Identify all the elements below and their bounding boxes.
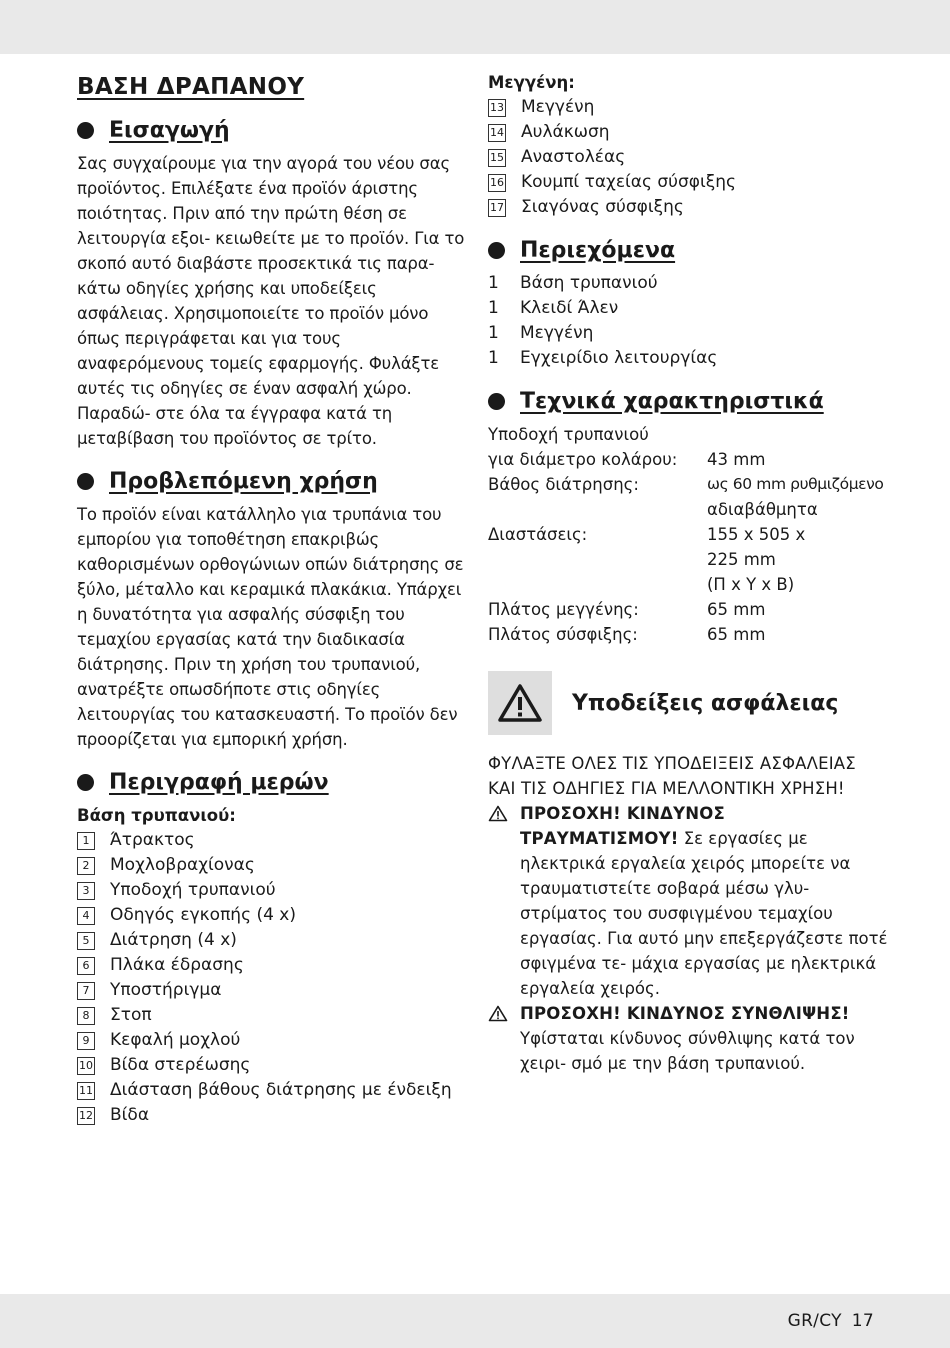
part-number: 3	[77, 882, 95, 900]
spec-key: Πλάτος μεγγένης:	[488, 600, 639, 619]
spec-key	[488, 547, 707, 572]
warning-icon	[488, 801, 520, 1001]
top-bar	[0, 0, 950, 54]
part-label: Κουμπί ταχείας σύσφιξης	[521, 172, 736, 192]
part-label: Πλάκα έδρασης	[110, 955, 244, 975]
contents-label: Εγχειρίδιο λειτουργίας	[520, 348, 718, 368]
contents-list	[488, 271, 888, 371]
part-label: Σιαγόνας σύσφιξης	[521, 197, 684, 217]
part-item	[488, 145, 888, 170]
spec-row	[488, 422, 883, 447]
part-label: Διάσταση βάθους διάτρησης με ένδειξη	[110, 1080, 452, 1100]
bullet-icon	[488, 242, 505, 259]
contents-item	[488, 296, 888, 321]
contents-qty: 1	[488, 348, 499, 368]
intro-section	[77, 118, 467, 451]
spec-key	[488, 497, 707, 522]
spec-key: Διαστάσεις:	[488, 525, 588, 544]
spec-row	[488, 547, 883, 572]
part-number: 16	[488, 174, 506, 192]
safety-header	[488, 671, 888, 735]
spec-value: 225 mm	[707, 550, 776, 569]
injury-warning	[488, 801, 888, 1001]
contents-qty: 1	[488, 298, 499, 318]
contents-label: Βάση τρυπανιού	[520, 273, 658, 293]
part-label: Υποστήριγμα	[110, 980, 222, 1000]
safety-heading: Υποδείξεις ασφάλειας	[572, 690, 839, 716]
part-item	[77, 1028, 467, 1053]
intended-use-section	[77, 469, 467, 752]
bullet-icon	[77, 473, 94, 490]
spec-row	[488, 522, 883, 547]
spec-value: 43 mm	[707, 450, 766, 469]
part-item	[488, 120, 888, 145]
contents-label: Μεγγένη	[520, 323, 594, 343]
part-item	[77, 928, 467, 953]
crush-warning-text: Υφίσταται κίνδυνος σύνθλιψης κατά τον χειρι- σμό με την βάση τρυπανιού.	[520, 1029, 855, 1073]
spec-value: ως 60 mm ρυθμιζόμενο	[707, 475, 884, 493]
base-parts-label: Βάση τρυπανιού:	[77, 806, 236, 825]
parts-heading: Περιγραφή μερών	[77, 770, 467, 795]
parts-section	[77, 770, 467, 1128]
bullet-icon	[77, 774, 94, 791]
part-item	[488, 170, 888, 195]
intro-heading: Εισαγωγή	[77, 118, 467, 143]
spec-key: Υποδοχή τρυπανιού	[488, 425, 649, 444]
spec-key	[488, 572, 707, 597]
part-number: 1	[77, 832, 95, 850]
part-item	[77, 1103, 467, 1128]
part-item	[77, 1053, 467, 1078]
specs-section	[488, 389, 888, 647]
vise-parts-label: Μεγγένη:	[488, 73, 575, 92]
part-label: Αυλάκωση	[521, 122, 610, 142]
part-label: Διάτρηση (4 x)	[110, 930, 237, 950]
contents-qty: 1	[488, 273, 499, 293]
part-label: Μοχλοβραχίονας	[110, 855, 255, 875]
part-label: Άτρακτος	[110, 830, 195, 850]
part-number: 4	[77, 907, 95, 925]
part-number: 13	[488, 99, 506, 117]
part-number: 15	[488, 149, 506, 167]
part-number: 11	[77, 1082, 95, 1100]
part-item	[77, 828, 467, 853]
part-item	[488, 95, 888, 120]
spec-row	[488, 622, 883, 647]
part-number: 10	[77, 1057, 95, 1075]
warning-triangle-icon	[488, 671, 552, 735]
contents-qty: 1	[488, 323, 499, 343]
footer-region: GR/CY	[787, 1311, 842, 1331]
spec-value: (Π x Υ x Β)	[707, 575, 795, 594]
part-item	[77, 1078, 467, 1103]
contents-item	[488, 271, 888, 296]
part-number: 17	[488, 199, 506, 217]
part-number: 9	[77, 1032, 95, 1050]
part-label: Οδηγός εγκοπής (4 x)	[110, 905, 297, 925]
right-column	[488, 70, 888, 1076]
part-label: Αναστολέας	[521, 147, 626, 167]
vise-parts-list	[488, 95, 888, 220]
bullet-icon	[488, 393, 505, 410]
spec-value: 65 mm	[707, 600, 766, 619]
spec-key: για διάμετρο κολάρου:	[488, 450, 678, 469]
warning-icon	[488, 1001, 520, 1076]
part-item	[77, 953, 467, 978]
part-label: Βίδα	[110, 1105, 150, 1125]
vise-parts	[488, 70, 888, 220]
part-label: Κεφαλή μοχλού	[110, 1030, 241, 1050]
part-number: 2	[77, 857, 95, 875]
spec-key: Βάθος διάτρησης:	[488, 475, 639, 494]
spec-key: Πλάτος σύσφιξης:	[488, 625, 638, 644]
part-item	[77, 853, 467, 878]
part-item	[77, 903, 467, 928]
spec-value: αδιαβάθμητα	[707, 500, 818, 519]
left-column	[77, 70, 467, 1146]
spec-row	[488, 597, 883, 622]
spec-row	[488, 497, 883, 522]
page-title: ΒΑΣΗ ΔΡΑΠΑΝΟΥ	[77, 74, 305, 100]
part-item	[77, 978, 467, 1003]
intended-use-text: Το προϊόν είναι κατάλληλο για τρυπάνια του εμπορίου για τοποθέτηση επακριβώς καθορισμένων ορθογώνιων οπών διάτρησης σε ξύλο, μέταλλο και κεραμικά πλακάκια. Υπάρχει η δυνατότητα για ασφαλής σύσφιξη του τεμαχίου εργασίας κατά την διαδικασία διάτρησης. Πριν τη χρήση του τρυπανιού, ανατρέξτε οπωσδήποτε στις οδηγίες λειτουργίας του κατασκευαστή. Το προϊόν δεν προορίζεται για εμπορική χρήση.	[77, 505, 464, 749]
part-label: Υποδοχή τρυπανιού	[110, 880, 276, 900]
part-number: 12	[77, 1107, 95, 1125]
contents-item	[488, 321, 888, 346]
intro-text: Σας συγχαίρουμε για την αγορά του νέου σας προϊόντος. Επιλέξατε ένα προϊόν άριστης ποιότητας. Πριν από την πρώτη θέση σε λειτουργία εξοι- κειωθείτε με το προϊόν. Για το σκοπό αυτό διαβάστε προσεκτικά τις παρα- κάτω οδηγίες χρήσης και υποδείξεις ασφάλειας. Χρησιμοποιείτε το προϊόν μόνο όπως περιγράφεται και για τους αναφερόμενους τομείς εφαρμογής. Φυλάξτε αυτές τις οδηγίες σε έναν ασφαλή χώρο. Παραδώ- στε όλα τα έγγραφα κατά τη μεταβίβαση του προϊόντος σε τρίτο.	[77, 154, 465, 448]
contents-heading: Περιεχόμενα	[488, 238, 888, 263]
base-parts-list	[77, 828, 467, 1128]
specs-table	[488, 422, 883, 647]
injury-warning-title: ΠΡΟΣΟΧΗ! ΚΙΝΔΥΝΟΣ ΤΡΑΥΜΑΤΙΣΜΟΥ!	[520, 804, 725, 848]
specs-heading: Τεχνικά χαρακτηριστικά	[488, 389, 888, 414]
part-item	[77, 1003, 467, 1028]
spec-row	[488, 572, 883, 597]
intended-use-heading: Προβλεπόμενη χρήση	[77, 469, 467, 494]
part-number: 6	[77, 957, 95, 975]
part-number: 14	[488, 124, 506, 142]
contents-label: Κλειδί Άλεν	[520, 298, 619, 318]
part-item	[488, 195, 888, 220]
spec-row	[488, 472, 883, 497]
contents-item	[488, 346, 888, 371]
spec-row	[488, 447, 883, 472]
page-number: 17	[851, 1311, 874, 1331]
spec-value	[707, 422, 883, 447]
keep-instructions-notice: ΦΥΛΑΞΤΕ ΟΛΕΣ ΤΙΣ ΥΠΟΔΕΙΞΕΙΣ ΑΣΦΑΛΕΙΑΣ ΚΑΙ ΤΙΣ ΟΔΗΓΙΕΣ ΓΙΑ ΜΕΛΛΟΝΤΙΚΗ ΧΡΗΣΗ!	[488, 754, 856, 798]
part-label: Στοπ	[110, 1005, 152, 1025]
spec-value: 65 mm	[707, 625, 766, 644]
crush-warning	[488, 1001, 888, 1076]
part-number: 5	[77, 932, 95, 950]
spec-value: 155 x 505 x	[707, 525, 806, 544]
contents-section	[488, 238, 888, 371]
part-label: Μεγγένη	[521, 97, 595, 117]
bullet-icon	[77, 122, 94, 139]
part-label: Βίδα στερέωσης	[110, 1055, 251, 1075]
page-footer	[788, 1311, 874, 1331]
part-number: 7	[77, 982, 95, 1000]
crush-warning-title: ΠΡΟΣΟΧΗ! ΚΙΝΔΥΝΟΣ ΣΥΝΘΛΙΨΗΣ!	[520, 1004, 850, 1023]
part-number: 8	[77, 1007, 95, 1025]
part-item	[77, 878, 467, 903]
injury-warning-text: Σε εργασίες με ηλεκτρικά εργαλεία χειρός μπορείτε να τραυματιστείτε σοβαρά μέσω γλυ- στρίματος του συσφιγμένου τεμαχίου εργασίας. Για αυτό μην επεξεργάζεστε ποτέ σφιγμένα τε- μάχια εργασίας με ηλεκτρικά εργαλεία χειρός.	[520, 829, 888, 998]
